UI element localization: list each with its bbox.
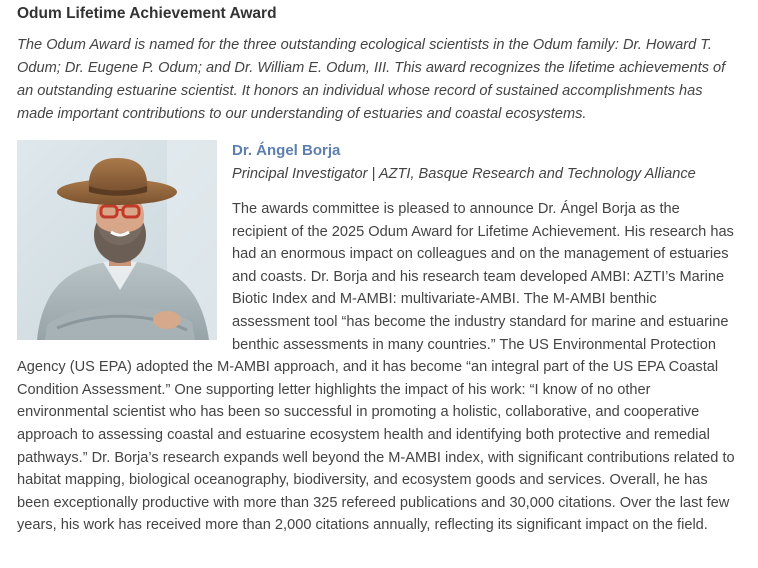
recipient-profile bbox=[17, 140, 735, 537]
recipient-portrait bbox=[17, 140, 217, 340]
recipient-title: Principal Investigator | AZTI, Basque Research and Technology Alliance bbox=[232, 166, 696, 182]
award-description: The Odum Award is named for the three outstanding ecological scientists in the Odum family: Dr. Howard T. Odum; Dr. Eugene P. Odum; and Dr. William E. Odum, III. This award recognizes the lifetime achievements of an outstanding estuarine scientist. It honors an individual whose record of sustained accomplishments has made important contributions to our understanding of estuaries and coastal ecosystems. bbox=[17, 37, 726, 122]
recipient-bio: The awards committee is pleased to announce Dr. Ángel Borja as the recipient of the 2025 Odum Award for Lifetime Achievement. His research has had an enormous impact on colleagues and on the management of estuaries and coasts. Dr. Borja and his research team developed AMBI: AZTI’s Marine Biotic Index and M-AMBI: multivariate-AMBI. The M-AMBI benthic assessment tool “has become the industry standard for marine and estuarine benthic assessments in many countries.” The US Environmental Protection Agency (US EPA) adopted the M-AMBI approach, and it has become “an integral part of the US EPA Coastal Condition Assessment.” One supporting letter highlights the impact of his work: “I know of no other environmental scientist who has been so successful in promoting a holistic, collaborative, and cooperative approach to assessing coastal and estuarine ecosystem health and identifying both protective and remedial pathways.” Dr. Borja’s research expands well beyond the M-AMBI index, with significant contributions related to habitat mapping, biological oceanography, biodiversity, and ecosystem goods and services. Overall, he has been exceptionally productive with more than 325 refereed publications and 30,000 citations. Over the last few years, his work has received more than 2,000 citations annually, reflecting its significant impact on the field. bbox=[17, 201, 735, 534]
recipient-name: Dr. Ángel Borja bbox=[232, 142, 341, 159]
award-heading: Odum Lifetime Achievement Award bbox=[17, 5, 277, 22]
